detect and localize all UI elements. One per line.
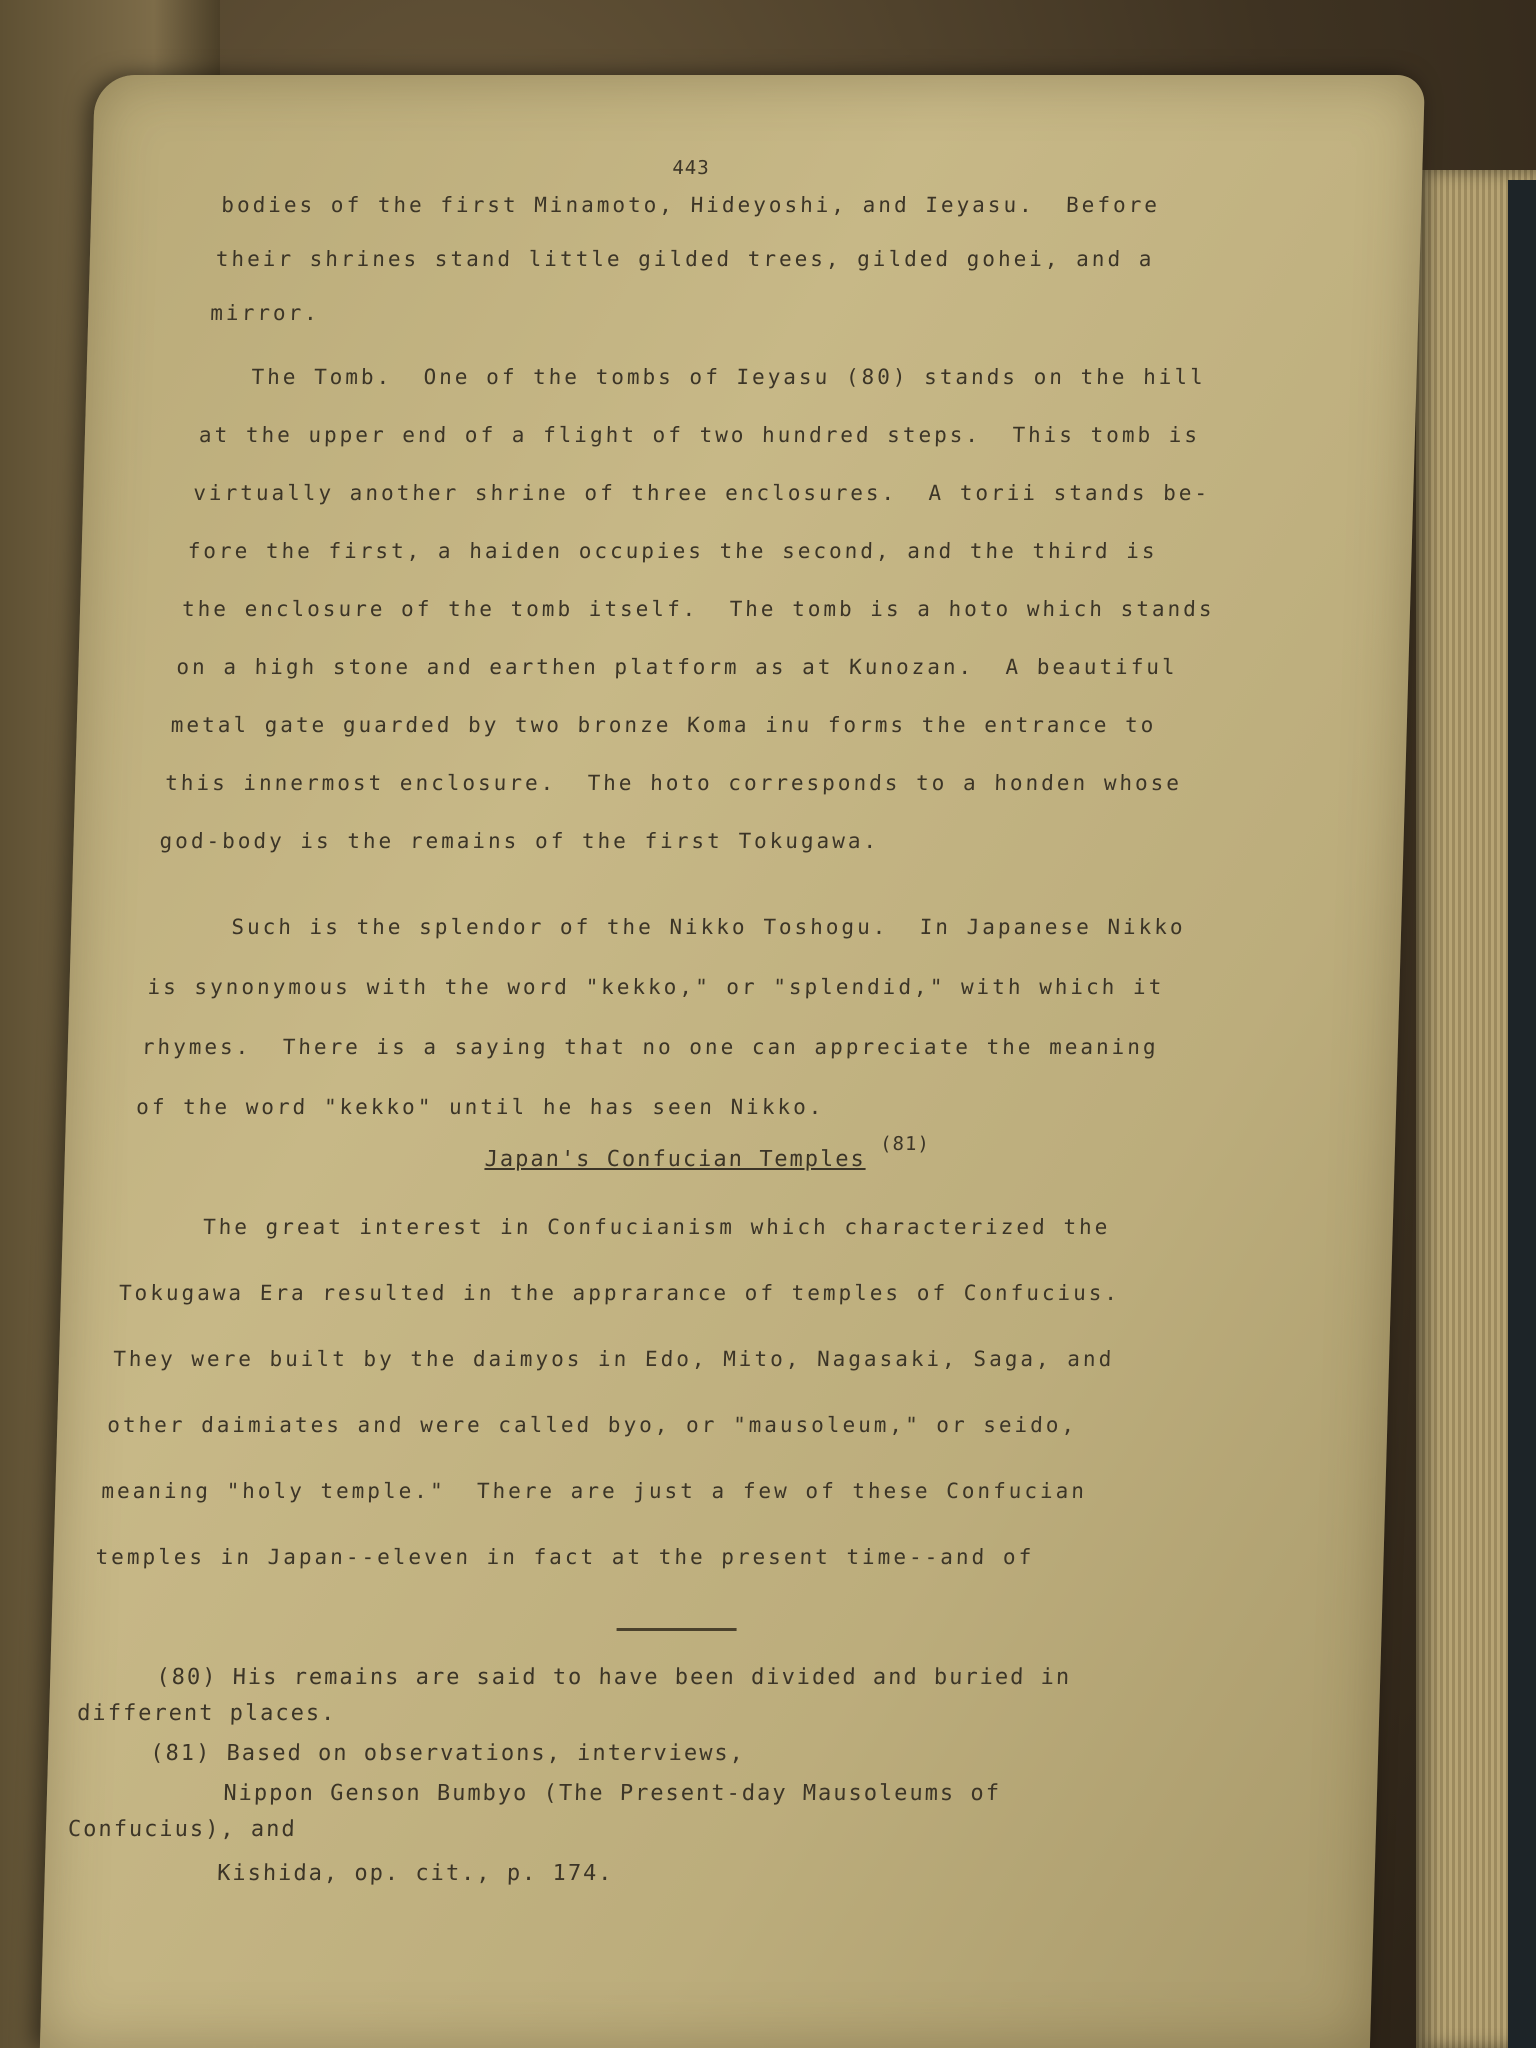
- body-line: of the word "kekko" until he has seen Nikko.: [135, 1095, 825, 1119]
- body-line: is synonymous with the word "kekko," or "splendid," with which it: [147, 975, 1165, 999]
- body-line: virtually another shrine of three enclosures. A torii stands be-: [192, 481, 1211, 505]
- body-line: mirror.: [210, 301, 321, 325]
- body-line: The Tomb. One of the tombs of Ieyasu (80) stands on the hill: [204, 365, 1207, 389]
- footnote-line: Confucius), and: [67, 1817, 298, 1842]
- body-line: other daimiates and were called byo, or "mausoleum," or seido,: [106, 1413, 1078, 1437]
- body-line: meaning "holy temple." There are just a few of these Confucian: [101, 1479, 1088, 1503]
- footnote-line: Kishida, op. cit., p. 174.: [64, 1861, 614, 1886]
- body-line: bodies of the first Minamoto, Hideyoshi, and Ieyasu. Before: [221, 193, 1161, 217]
- body-line: fore the first, a haiden occupies the second, and the third is: [187, 539, 1158, 563]
- body-line: god-body is the remains of the first Tokugawa.: [159, 829, 880, 853]
- footnote-line: Nippon Genson Bumbyo (The Present-day Mausoleums of: [70, 1781, 1002, 1806]
- book-page: [40, 75, 1425, 2048]
- body-line: Such is the splendor of the Nikko Toshogu. In Japanese Nikko: [152, 915, 1186, 939]
- footnote-line: (80) His remains are said to have been divided and buried in: [79, 1665, 1072, 1690]
- body-line: rhymes. There is a saying that no one can appreciate the meaning: [141, 1035, 1159, 1059]
- body-line: the enclosure of the tomb itself. The tomb is a hoto which stands: [181, 597, 1215, 621]
- body-line: Tokugawa Era resulted in the apprarance of temples of Confucius.: [118, 1281, 1121, 1305]
- body-line: at the upper end of a flight of two hundred steps. This tomb is: [198, 423, 1201, 447]
- body-line: metal gate guarded by two bronze Koma inu forms the entrance to: [170, 713, 1157, 737]
- body-line: The great interest in Confucianism which characterized the: [124, 1215, 1111, 1239]
- body-line: on a high stone and earthen platform as at Kunozan. A beautiful: [176, 655, 1178, 679]
- body-line: this innermost enclosure. The hoto corresponds to a honden whose: [164, 771, 1183, 795]
- page-number: 443: [672, 157, 711, 179]
- section-heading: Japan's Confucian Temples: [484, 1147, 867, 1172]
- body-line: their shrines stand little gilded trees, gilded gohei, and a: [215, 247, 1155, 271]
- heading-footnote-marker: (81): [879, 1133, 931, 1155]
- body-line: They were built by the daimyos in Edo, Mito, Nagasaki, Saga, and: [112, 1347, 1115, 1371]
- body-line: temples in Japan--eleven in fact at the present time--and of: [95, 1545, 1035, 1569]
- footnote-line: (81) Based on observations, interviews,: [73, 1741, 746, 1766]
- footnote-line: different places.: [76, 1701, 337, 1726]
- footnote-divider: [617, 1628, 737, 1631]
- book-cover-edge: [1508, 180, 1536, 2048]
